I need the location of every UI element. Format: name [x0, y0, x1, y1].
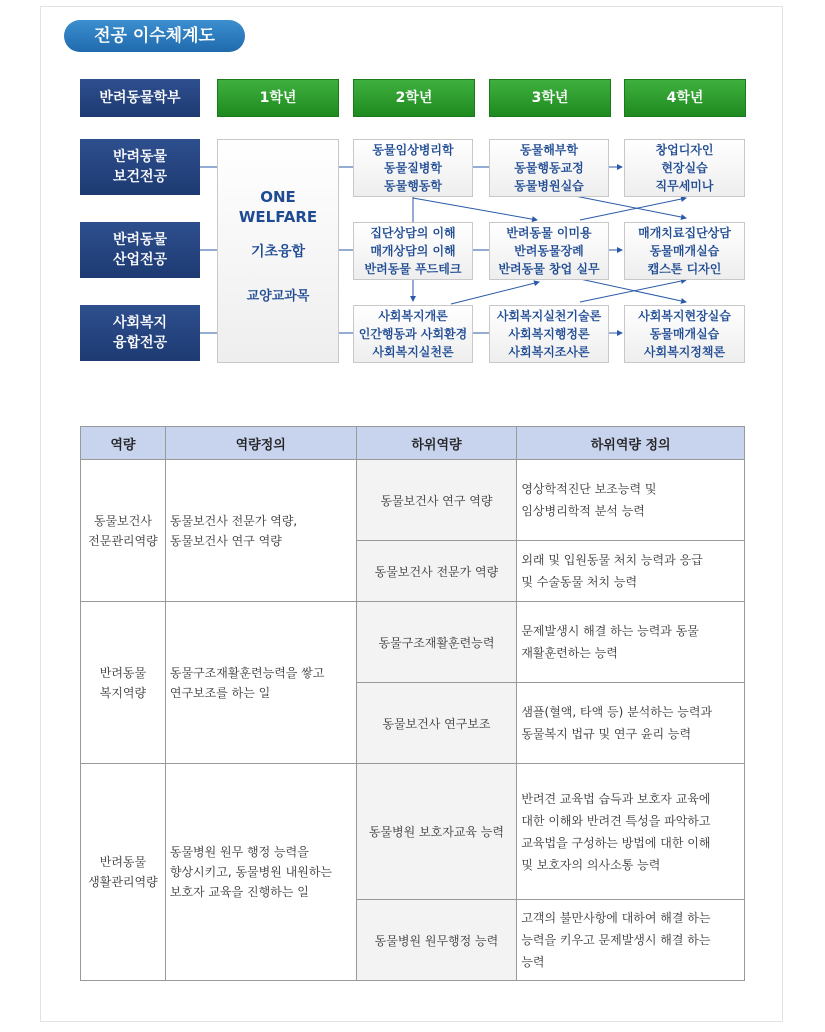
sub-competency-name: 동물보건사 연구보조 [356, 683, 517, 764]
course-name: 직무세미나 [655, 179, 714, 193]
sub-competency-name: 동물병원 보호자교육 능력 [356, 764, 517, 900]
table-row [81, 602, 745, 683]
course-name: 현장실습 [661, 161, 708, 175]
course-name: 반려동물 창업 실무 [498, 262, 600, 276]
course-name: 동물해부학 [520, 143, 578, 157]
sub-competency-name: 동물보건사 전문가 역량 [356, 541, 517, 602]
course-box-y4-r3 [624, 305, 745, 363]
header-year-4: 4학년 [624, 79, 746, 117]
major-industry-label: 반려동물 산업전공 [112, 232, 168, 268]
sub-competency-name: 동물병원 원무행정 능력 [356, 900, 517, 981]
course-name: 사회복지현장실습 [638, 309, 731, 323]
sub-competency-name: 동물보건사 연구 역량 [356, 460, 517, 541]
foundation-line-1: ONE [260, 188, 296, 206]
course-name: 동물매개실습 [649, 244, 720, 258]
competency-name: 반려동물 복지역량 [81, 602, 166, 764]
competency-name: 반려동물 생활관리역량 [81, 764, 166, 981]
arrow-y3-diag-1 [575, 196, 686, 218]
course-name: 반려동물장례 [514, 244, 584, 258]
foundation-line-3: 기초융합 [250, 244, 306, 260]
course-name: 동물질병학 [384, 161, 442, 175]
major-health-label: 반려동물 보건전공 [112, 149, 168, 185]
course-name: 동물임상병리학 [372, 143, 454, 157]
course-name: 캡스톤 디자인 [647, 262, 722, 276]
header-dept: 반려동물학부 [80, 79, 200, 117]
course-name: 매개상담의 이해 [370, 244, 456, 258]
table-header-row [81, 427, 745, 460]
course-name: 동물매개실습 [649, 327, 720, 341]
course-name: 동물행동학 [384, 179, 442, 193]
course-name: 사회복지개론 [378, 309, 448, 323]
course-box-y3-r3 [489, 305, 609, 363]
course-box-y2-r1 [353, 139, 473, 197]
course-name: 반려동물 푸드테크 [364, 262, 462, 276]
course-box-y2-r3 [353, 305, 473, 363]
course-box-y4-r2 [624, 222, 745, 280]
major-welfare-label: 사회복지 융합전공 [112, 315, 168, 351]
page-title: 전공 이수체계도 [64, 20, 245, 52]
course-name: 동물행동교정 [514, 161, 584, 175]
competency-definition: 동물구조재활훈련능력을 쌓고 연구보조를 하는 일 [165, 602, 356, 764]
course-box-y4-r1 [624, 139, 745, 197]
table-body [81, 460, 745, 981]
table-row [81, 460, 745, 541]
course-name: 매개치료집단상담 [638, 226, 731, 240]
sub-competency-definition: 반려견 교육법 습득과 보호자 교육에 대한 이해와 반려견 특성을 파악하고 교육법을 구성하는 방법에 대한 이해 및 보호자의 의사소통 능력 [517, 764, 745, 900]
course-name: 인간행동과 사회환경 [358, 327, 468, 341]
course-name: 사회복지실천기술론 [496, 309, 602, 323]
sub-competency-definition: 샘플(혈액, 타액 등) 분석하는 능력과 동물복지 법규 및 연구 윤리 능력 [517, 683, 745, 764]
header-year-3: 3학년 [489, 79, 611, 117]
sub-competency-name: 동물구조재활훈련능력 [356, 602, 517, 683]
course-name: 사회복지조사론 [508, 345, 590, 359]
course-name: 사회복지행정론 [508, 327, 590, 341]
course-box-y3-r1 [489, 139, 609, 197]
foundation-line-4: 교양교과목 [246, 289, 310, 304]
competency-table [80, 426, 745, 981]
competency-name: 동물보건사 전문관리역량 [81, 460, 166, 602]
table-row [81, 764, 745, 900]
col-header-competency: 역량 [81, 427, 166, 460]
col-header-definition: 역량정의 [165, 427, 356, 460]
course-name: 집단상담의 이해 [370, 226, 456, 240]
arrow-y2-diag-1 [413, 198, 537, 220]
course-box-y3-r2 [489, 222, 609, 280]
competency-definition: 동물병원 원무 행정 능력을 향상시키고, 동물병원 내원하는 보호자 교육을 진행하는 일 [165, 764, 356, 981]
course-name: 사회복지실천론 [372, 345, 454, 359]
course-name: 창업디자인 [655, 143, 714, 157]
col-header-sub-competency: 하위역량 [356, 427, 517, 460]
foundation-box [217, 139, 339, 363]
course-name: 사회복지정책론 [643, 345, 726, 359]
col-header-sub-definition: 하위역량 정의 [517, 427, 745, 460]
arrow-y2-diag-2 [451, 282, 539, 304]
header-year-2: 2학년 [353, 79, 475, 117]
competency-definition: 동물보건사 전문가 역량, 동물보건사 연구 역량 [165, 460, 356, 602]
foundation-line-2: WELFARE [238, 208, 318, 226]
course-box-y2-r2 [353, 222, 473, 280]
sub-competency-definition: 외래 및 입원동물 처치 능력과 응급 및 수술동물 처치 능력 [517, 541, 745, 602]
header-year-1: 1학년 [217, 79, 339, 117]
sub-competency-definition: 문제발생시 해결 하는 능력과 동물 재활훈련하는 능력 [517, 602, 745, 683]
sub-competency-definition: 영상학적진단 보조능력 및 임상병리학적 분석 능력 [517, 460, 745, 541]
course-name: 동물병원실습 [514, 179, 584, 193]
course-name: 반려동물 이미용 [506, 226, 592, 240]
sub-competency-definition: 고객의 불만사항에 대하여 해결 하는 능력을 키우고 문제발생시 해결 하는 능력 [517, 900, 745, 981]
arrow-y3-diag-2 [580, 198, 686, 220]
